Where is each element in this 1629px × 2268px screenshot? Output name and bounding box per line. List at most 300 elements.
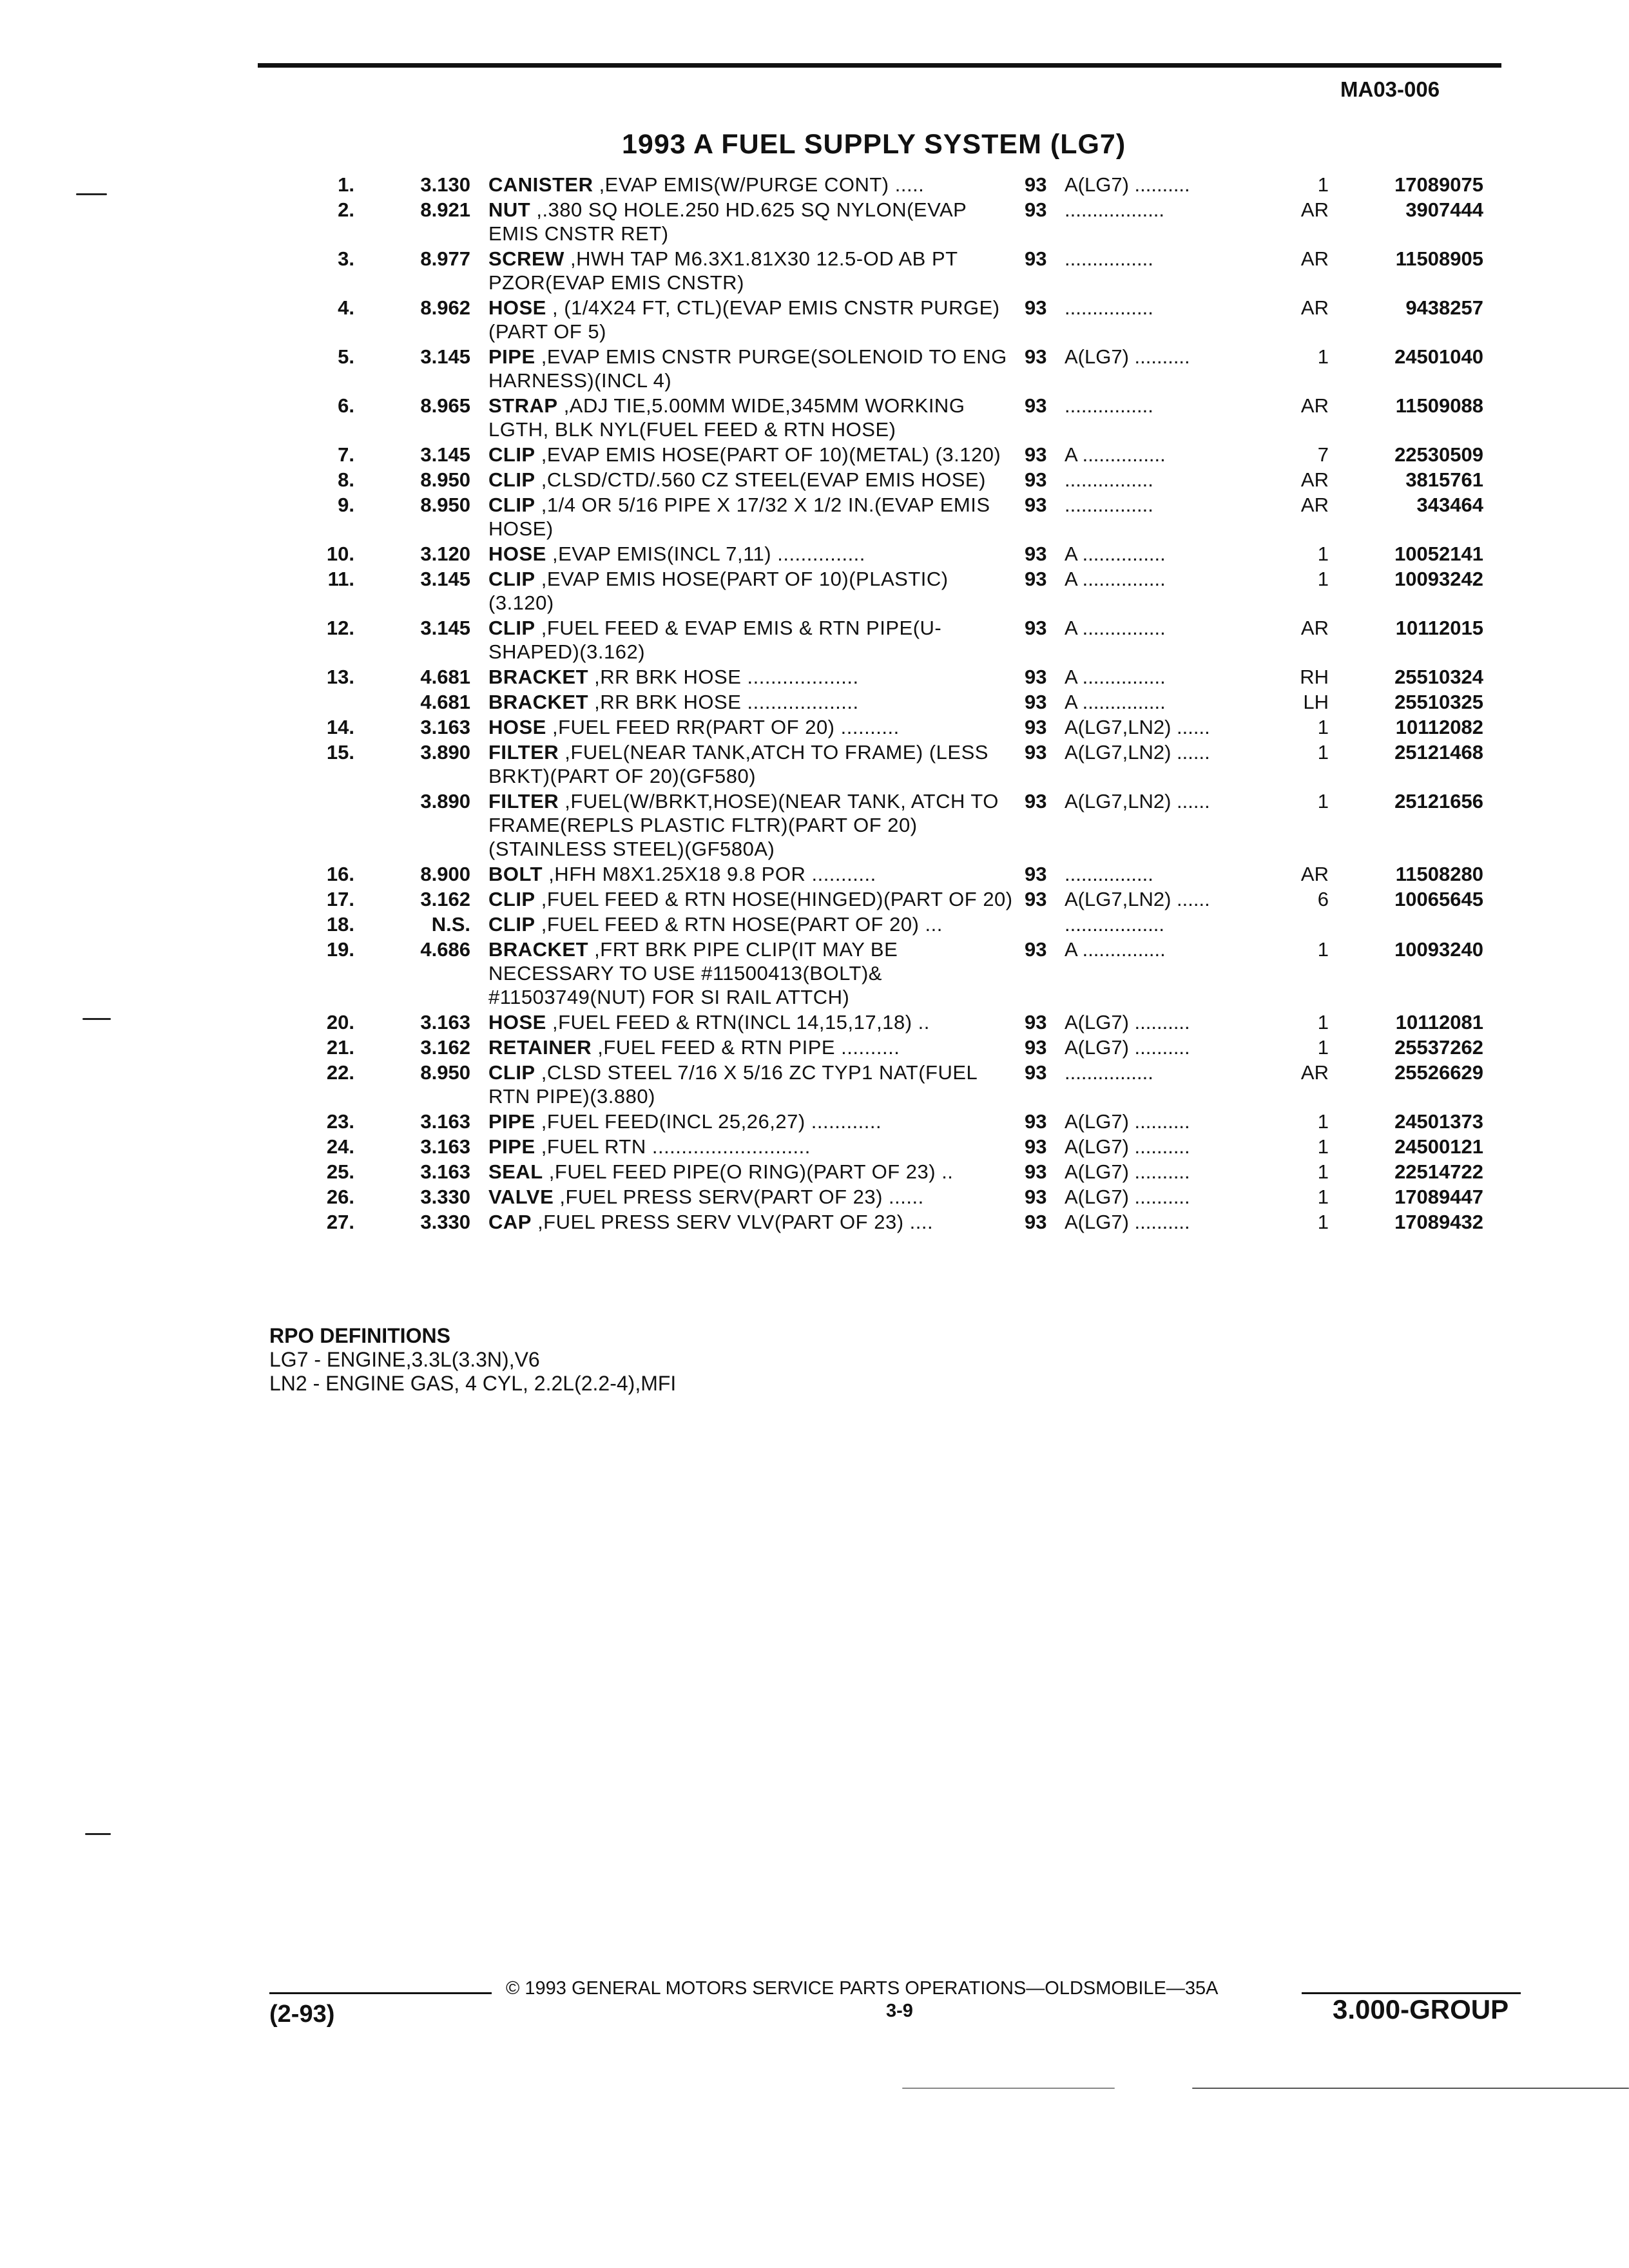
part-year: 93 bbox=[1025, 691, 1047, 713]
part-description bbox=[488, 345, 1017, 392]
scan-mark bbox=[82, 1018, 111, 1020]
part-usage: A ............... bbox=[1065, 691, 1166, 713]
part-number: 11508905 bbox=[1395, 247, 1483, 270]
part-group: 4.681 bbox=[420, 691, 470, 713]
part-number: 25510325 bbox=[1394, 691, 1483, 713]
part-ref-number: 13. bbox=[326, 666, 354, 688]
part-usage: ................ bbox=[1065, 394, 1153, 417]
part-description bbox=[488, 542, 1017, 566]
part-usage: ................ bbox=[1065, 494, 1153, 516]
part-description bbox=[488, 887, 1017, 911]
part-detail: ,FUEL PRESS SERV VLV(PART OF 23) .... bbox=[531, 1211, 934, 1233]
part-description bbox=[488, 173, 1017, 197]
part-quantity: 1 bbox=[1317, 938, 1329, 961]
part-description bbox=[488, 937, 1017, 1009]
part-ref-number: 23. bbox=[326, 1110, 354, 1133]
part-year: 93 bbox=[1025, 1211, 1047, 1233]
part-detail: ,EVAP EMIS HOSE(PART OF 10)(PLASTIC) (3.120) bbox=[488, 568, 949, 614]
part-row bbox=[284, 1160, 1508, 1184]
part-number: 11508280 bbox=[1395, 863, 1483, 885]
part-quantity: AR bbox=[1300, 617, 1329, 639]
part-ref-number: 10. bbox=[326, 543, 354, 565]
part-group: 3.145 bbox=[420, 568, 470, 590]
part-group: 8.962 bbox=[420, 296, 470, 319]
part-group: 3.890 bbox=[420, 790, 470, 812]
part-usage: ................ bbox=[1065, 1061, 1153, 1084]
part-row bbox=[284, 715, 1508, 739]
part-ref-number: 6. bbox=[338, 394, 354, 417]
part-number: 24500121 bbox=[1394, 1135, 1483, 1158]
rpo-heading: RPO DEFINITIONS bbox=[269, 1324, 450, 1347]
part-description bbox=[488, 468, 1017, 492]
part-detail: ,EVAP EMIS(W/PURGE CONT) ..... bbox=[593, 173, 925, 196]
part-name: FILTER bbox=[488, 741, 559, 764]
part-description bbox=[488, 1210, 1017, 1234]
part-usage: ................ bbox=[1065, 863, 1153, 885]
part-number: 10093242 bbox=[1394, 568, 1483, 590]
part-ref-number: 27. bbox=[326, 1211, 354, 1233]
part-number: 17089447 bbox=[1394, 1186, 1483, 1208]
part-detail: ,EVAP EMIS HOSE(PART OF 10)(METAL) (3.120) bbox=[535, 443, 1001, 466]
part-ref-number: 5. bbox=[338, 345, 354, 368]
part-detail: ,1/4 OR 5/16 PIPE X 17/32 X 1/2 IN.(EVAP EMIS HOSE) bbox=[488, 494, 990, 540]
part-name: BRACKET bbox=[488, 938, 589, 961]
part-detail: ,CLSD/CTD/.560 CZ STEEL(EVAP EMIS HOSE) bbox=[535, 468, 986, 491]
part-quantity: 6 bbox=[1317, 888, 1329, 910]
part-number: 24501040 bbox=[1394, 345, 1483, 368]
part-year: 93 bbox=[1025, 666, 1047, 688]
part-name: CLIP bbox=[488, 468, 535, 491]
part-description bbox=[488, 1061, 1017, 1108]
part-group: 8.977 bbox=[420, 247, 470, 270]
part-quantity: 1 bbox=[1317, 1110, 1329, 1133]
part-name: RETAINER bbox=[488, 1036, 592, 1059]
part-name: SCREW bbox=[488, 247, 564, 270]
scan-mark bbox=[76, 193, 107, 195]
part-quantity: 1 bbox=[1317, 173, 1329, 196]
part-detail: ,HFH M8X1.25X18 9.8 POR ........... bbox=[543, 863, 876, 885]
part-name: BOLT bbox=[488, 863, 543, 885]
part-year: 93 bbox=[1025, 790, 1047, 812]
part-name: CLIP bbox=[488, 913, 535, 936]
part-detail: ,FUEL FEED & RTN HOSE(PART OF 20) ... bbox=[535, 913, 943, 936]
rpo-line-ln2: LN2 - ENGINE GAS, 4 CYL, 2.2L(2.2-4),MFI bbox=[269, 1372, 677, 1395]
part-usage: A(LG7) .......... bbox=[1065, 1135, 1190, 1158]
part-description bbox=[488, 1135, 1017, 1158]
part-quantity: 7 bbox=[1317, 443, 1329, 466]
part-name: CLIP bbox=[488, 888, 535, 910]
part-ref-number: 2. bbox=[338, 198, 354, 221]
part-number: 25121468 bbox=[1394, 741, 1483, 764]
part-row bbox=[284, 567, 1508, 615]
part-quantity: 1 bbox=[1317, 543, 1329, 565]
part-detail: ,RR BRK HOSE ................... bbox=[588, 691, 859, 713]
part-description bbox=[488, 665, 1017, 689]
part-group: 3.163 bbox=[420, 1110, 470, 1133]
part-number: 25510324 bbox=[1394, 666, 1483, 688]
part-name: PIPE bbox=[488, 1110, 535, 1133]
part-quantity: RH bbox=[1300, 666, 1329, 688]
part-usage: A(LG7) .......... bbox=[1065, 1110, 1190, 1133]
part-detail: ,FUEL FEED PIPE(O RING)(PART OF 23) .. bbox=[543, 1160, 954, 1183]
part-description bbox=[488, 567, 1017, 615]
part-detail: , (1/4X24 FT, CTL)(EVAP EMIS CNSTR PURGE)(PART OF 5) bbox=[488, 296, 1000, 343]
scan-mark bbox=[902, 2088, 1115, 2089]
part-row bbox=[284, 198, 1508, 245]
part-ref-number: 8. bbox=[338, 468, 354, 491]
part-row bbox=[284, 394, 1508, 441]
part-year: 93 bbox=[1025, 247, 1047, 270]
part-usage: A ............... bbox=[1065, 617, 1166, 639]
part-year: 93 bbox=[1025, 345, 1047, 368]
part-group: 3.162 bbox=[420, 888, 470, 910]
part-quantity: 1 bbox=[1317, 1135, 1329, 1158]
part-name: SEAL bbox=[488, 1160, 543, 1183]
part-row bbox=[284, 665, 1508, 689]
part-quantity: AR bbox=[1300, 863, 1329, 885]
part-usage: A(LG7) .......... bbox=[1065, 1211, 1190, 1233]
part-row bbox=[284, 740, 1508, 788]
part-usage: A(LG7,LN2) ...... bbox=[1065, 716, 1210, 738]
part-number: 10112082 bbox=[1395, 716, 1483, 738]
part-ref-number: 26. bbox=[326, 1186, 354, 1208]
part-row bbox=[284, 468, 1508, 492]
part-name: BRACKET bbox=[488, 666, 589, 688]
part-quantity: 1 bbox=[1317, 345, 1329, 368]
part-ref-number: 17. bbox=[326, 888, 354, 910]
part-name: CLIP bbox=[488, 1061, 535, 1084]
part-ref-number: 21. bbox=[326, 1036, 354, 1059]
part-group: 4.681 bbox=[420, 666, 470, 688]
part-number: 343464 bbox=[1416, 494, 1483, 516]
part-quantity: 1 bbox=[1317, 716, 1329, 738]
rpo-definitions bbox=[269, 1324, 676, 1396]
part-quantity: AR bbox=[1300, 247, 1329, 270]
part-usage: A ............... bbox=[1065, 443, 1166, 466]
page-number: 3-9 bbox=[886, 2001, 913, 2021]
part-number: 10112015 bbox=[1395, 617, 1483, 639]
copyright-notice: © 1993 GENERAL MOTORS SERVICE PARTS OPERATIONS—OLDSMOBILE—35A bbox=[506, 1978, 1219, 1999]
part-row bbox=[284, 443, 1508, 466]
part-detail: ,RR BRK HOSE ................... bbox=[588, 666, 859, 688]
part-name: CLIP bbox=[488, 568, 535, 590]
part-group: 8.950 bbox=[420, 468, 470, 491]
part-quantity: 1 bbox=[1317, 1186, 1329, 1208]
scan-mark bbox=[85, 1833, 111, 1835]
part-detail: ,EVAP EMIS CNSTR PURGE(SOLENOID TO ENG HARNESS)(INCL 4) bbox=[488, 345, 1007, 392]
part-year: 93 bbox=[1025, 543, 1047, 565]
part-usage: A(LG7) .......... bbox=[1065, 1160, 1190, 1183]
part-detail: ,FUEL RTN ........................... bbox=[535, 1135, 811, 1158]
part-group: 8.921 bbox=[420, 198, 470, 221]
footer-rule-left bbox=[269, 1992, 492, 1994]
part-description bbox=[488, 247, 1017, 294]
part-usage: ................ bbox=[1065, 247, 1153, 270]
part-detail: ,FUEL FEED & RTN HOSE(HINGED)(PART OF 20) bbox=[535, 888, 1013, 910]
top-rule bbox=[258, 63, 1501, 68]
part-row bbox=[284, 887, 1508, 911]
part-name: PIPE bbox=[488, 1135, 535, 1158]
part-group: 8.950 bbox=[420, 1061, 470, 1084]
part-ref-number: 25. bbox=[326, 1160, 354, 1183]
part-number: 10052141 bbox=[1394, 543, 1483, 565]
part-description bbox=[488, 394, 1017, 441]
part-group: 3.130 bbox=[420, 173, 470, 196]
part-year: 93 bbox=[1025, 863, 1047, 885]
part-detail: ,CLSD STEEL 7/16 X 5/16 ZC TYP1 NAT(FUEL RTN PIPE)(3.880) bbox=[488, 1061, 978, 1108]
part-group: 3.145 bbox=[420, 617, 470, 639]
part-group: 3.330 bbox=[420, 1211, 470, 1233]
part-ref-number: 1. bbox=[338, 173, 354, 196]
part-row bbox=[284, 247, 1508, 294]
part-row bbox=[284, 1135, 1508, 1158]
part-group: 8.900 bbox=[420, 863, 470, 885]
part-name: STRAP bbox=[488, 394, 558, 417]
part-row bbox=[284, 616, 1508, 664]
part-usage: .................. bbox=[1065, 198, 1165, 221]
part-year: 93 bbox=[1025, 1036, 1047, 1059]
part-row bbox=[284, 862, 1508, 886]
part-name: NUT bbox=[488, 198, 531, 221]
part-usage: A(LG7) .......... bbox=[1065, 1036, 1190, 1059]
part-name: HOSE bbox=[488, 543, 546, 565]
part-name: HOSE bbox=[488, 716, 546, 738]
part-detail: ,HWH TAP M6.3X1.81X30 12.5-OD AB PT PZOR(EVAP EMIS CNSTR) bbox=[488, 247, 958, 294]
part-name: HOSE bbox=[488, 1011, 546, 1033]
part-usage: A(LG7) .......... bbox=[1065, 173, 1190, 196]
part-row bbox=[284, 345, 1508, 392]
part-name: CLIP bbox=[488, 494, 535, 516]
part-description bbox=[488, 198, 1017, 245]
part-number: 10065645 bbox=[1394, 888, 1483, 910]
part-detail: ,FUEL FEED(INCL 25,26,27) ............ bbox=[535, 1110, 882, 1133]
group-code: 3.000-GROUP bbox=[1333, 1994, 1509, 2024]
part-description bbox=[488, 296, 1017, 343]
part-description bbox=[488, 1035, 1017, 1059]
part-description bbox=[488, 493, 1017, 541]
part-ref-number: 9. bbox=[338, 494, 354, 516]
part-ref-number: 11. bbox=[327, 568, 354, 590]
part-year: 93 bbox=[1025, 443, 1047, 466]
part-name: FILTER bbox=[488, 790, 559, 812]
part-row bbox=[284, 1185, 1508, 1209]
part-detail: ,.380 SQ HOLE.250 HD.625 SQ NYLON(EVAP EMIS CNSTR RET) bbox=[488, 198, 967, 245]
part-ref-number: 24. bbox=[326, 1135, 354, 1158]
part-description bbox=[488, 690, 1017, 714]
part-year: 93 bbox=[1025, 1110, 1047, 1133]
part-quantity: AR bbox=[1300, 296, 1329, 319]
part-year: 93 bbox=[1025, 394, 1047, 417]
part-usage: ................ bbox=[1065, 468, 1153, 491]
part-usage: A(LG7) .......... bbox=[1065, 1011, 1190, 1033]
part-row bbox=[284, 296, 1508, 343]
part-detail: ,FUEL FEED RR(PART OF 20) .......... bbox=[546, 716, 900, 738]
page-code: MA03-006 bbox=[1340, 77, 1440, 101]
part-detail: ,ADJ TIE,5.00MM WIDE,345MM WORKING LGTH, BLK NYL(FUEL FEED & RTN HOSE) bbox=[488, 394, 965, 441]
part-row bbox=[284, 1035, 1508, 1059]
part-year: 93 bbox=[1025, 1011, 1047, 1033]
part-group: 3.890 bbox=[420, 741, 470, 764]
part-detail: ,FUEL(W/BRKT,HOSE)(NEAR TANK, ATCH TO FRAME(REPLS PLASTIC FLTR)(PART OF 20)(STAINLESS STEEL)(GF580A) bbox=[488, 790, 999, 860]
part-quantity: 1 bbox=[1317, 741, 1329, 764]
part-number: 22530509 bbox=[1394, 443, 1483, 466]
part-description bbox=[488, 443, 1017, 466]
part-quantity: 1 bbox=[1317, 1160, 1329, 1183]
part-group: 3.163 bbox=[420, 1011, 470, 1033]
part-usage: A ............... bbox=[1065, 938, 1166, 961]
part-description bbox=[488, 1110, 1017, 1133]
part-number: 25537262 bbox=[1394, 1036, 1483, 1059]
part-name: CAP bbox=[488, 1211, 532, 1233]
part-row bbox=[284, 493, 1508, 541]
part-usage: A ............... bbox=[1065, 666, 1166, 688]
part-ref-number: 18. bbox=[326, 913, 354, 936]
scan-mark bbox=[1192, 2088, 1629, 2089]
part-name: CANISTER bbox=[488, 173, 593, 196]
part-ref-number: 12. bbox=[326, 617, 354, 639]
part-usage: A(LG7,LN2) ...... bbox=[1065, 741, 1210, 764]
part-quantity: AR bbox=[1300, 468, 1329, 491]
part-ref-number: 22. bbox=[326, 1061, 354, 1084]
part-detail: ,FUEL FEED & EVAP EMIS & RTN PIPE(U-SHAPED)(3.162) bbox=[488, 617, 942, 663]
part-group: 3.163 bbox=[420, 716, 470, 738]
part-year: 93 bbox=[1025, 938, 1047, 961]
part-row bbox=[284, 1061, 1508, 1108]
part-ref-number: 19. bbox=[326, 938, 354, 961]
part-group: 3.145 bbox=[420, 345, 470, 368]
part-number: 9438257 bbox=[1405, 296, 1483, 319]
parts-list bbox=[284, 173, 1508, 1234]
part-name: CLIP bbox=[488, 617, 535, 639]
part-year: 93 bbox=[1025, 1135, 1047, 1158]
part-number: 17089075 bbox=[1394, 173, 1483, 196]
part-quantity: 1 bbox=[1317, 568, 1329, 590]
part-ref-number: 15. bbox=[326, 741, 354, 764]
part-name: CLIP bbox=[488, 443, 535, 466]
part-row bbox=[284, 1210, 1508, 1234]
part-year: 93 bbox=[1025, 1186, 1047, 1208]
part-description bbox=[488, 1010, 1017, 1034]
part-number: 22514722 bbox=[1394, 1160, 1483, 1183]
part-number: 11509088 bbox=[1395, 394, 1483, 417]
part-row bbox=[284, 789, 1508, 861]
part-description bbox=[488, 1185, 1017, 1209]
part-year: 93 bbox=[1025, 1160, 1047, 1183]
part-ref-number: 16. bbox=[326, 863, 354, 885]
part-year: 93 bbox=[1025, 1061, 1047, 1084]
part-quantity: AR bbox=[1300, 198, 1329, 221]
part-description bbox=[488, 616, 1017, 664]
part-year: 93 bbox=[1025, 173, 1047, 196]
part-usage: ................ bbox=[1065, 296, 1153, 319]
part-year: 93 bbox=[1025, 468, 1047, 491]
part-number: 25121656 bbox=[1394, 790, 1483, 812]
part-year: 93 bbox=[1025, 617, 1047, 639]
part-group: N.S. bbox=[431, 913, 470, 936]
part-number: 10112081 bbox=[1395, 1011, 1483, 1033]
part-number: 3815761 bbox=[1405, 468, 1483, 491]
part-year: 93 bbox=[1025, 741, 1047, 764]
part-ref-number: 4. bbox=[338, 296, 354, 319]
part-year: 93 bbox=[1025, 198, 1047, 221]
part-detail: ,FUEL FEED & RTN PIPE .......... bbox=[592, 1036, 900, 1059]
part-group: 3.163 bbox=[420, 1135, 470, 1158]
part-row bbox=[284, 912, 1508, 936]
part-detail: ,FUEL(NEAR TANK,ATCH TO FRAME) (LESS BRKT)(PART OF 20)(GF580) bbox=[488, 741, 988, 787]
part-detail: ,FUEL PRESS SERV(PART OF 23) ...... bbox=[554, 1186, 924, 1208]
part-number: 24501373 bbox=[1394, 1110, 1483, 1133]
part-usage: A ............... bbox=[1065, 568, 1166, 590]
part-group: 3.145 bbox=[420, 443, 470, 466]
part-group: 3.163 bbox=[420, 1160, 470, 1183]
part-quantity: 1 bbox=[1317, 1211, 1329, 1233]
part-row bbox=[284, 542, 1508, 566]
part-ref-number: 7. bbox=[338, 443, 354, 466]
part-row bbox=[284, 937, 1508, 1009]
part-ref-number: 3. bbox=[338, 247, 354, 270]
part-row bbox=[284, 690, 1508, 714]
part-year: 93 bbox=[1025, 888, 1047, 910]
part-group: 8.950 bbox=[420, 494, 470, 516]
page-title: 1993 A FUEL SUPPLY SYSTEM (LG7) bbox=[622, 129, 1126, 160]
part-quantity: 1 bbox=[1317, 1011, 1329, 1033]
part-quantity: LH bbox=[1303, 691, 1329, 713]
part-usage: .................. bbox=[1065, 913, 1165, 936]
part-ref-number: 20. bbox=[326, 1011, 354, 1033]
part-group: 8.965 bbox=[420, 394, 470, 417]
part-number: 10093240 bbox=[1394, 938, 1483, 961]
part-usage: A ............... bbox=[1065, 543, 1166, 565]
part-description bbox=[488, 1160, 1017, 1184]
part-name: HOSE bbox=[488, 296, 546, 319]
part-description bbox=[488, 862, 1017, 886]
part-row bbox=[284, 173, 1508, 197]
part-description bbox=[488, 789, 1017, 861]
part-group: 3.330 bbox=[420, 1186, 470, 1208]
part-number: 17089432 bbox=[1394, 1211, 1483, 1233]
part-group: 3.120 bbox=[420, 543, 470, 565]
part-year: 93 bbox=[1025, 296, 1047, 319]
part-name: BRACKET bbox=[488, 691, 589, 713]
part-year: 93 bbox=[1025, 716, 1047, 738]
part-row bbox=[284, 1110, 1508, 1133]
part-ref-number: 14. bbox=[326, 716, 354, 738]
part-description bbox=[488, 912, 1017, 936]
part-description bbox=[488, 740, 1017, 788]
part-usage: A(LG7,LN2) ...... bbox=[1065, 888, 1210, 910]
part-usage: A(LG7) .......... bbox=[1065, 345, 1190, 368]
part-row bbox=[284, 1010, 1508, 1034]
part-quantity: 1 bbox=[1317, 1036, 1329, 1059]
part-usage: A(LG7) .......... bbox=[1065, 1186, 1190, 1208]
part-quantity: AR bbox=[1300, 1061, 1329, 1084]
part-quantity: AR bbox=[1300, 394, 1329, 417]
part-name: VALVE bbox=[488, 1186, 554, 1208]
part-detail: ,FUEL FEED & RTN(INCL 14,15,17,18) .. bbox=[546, 1011, 930, 1033]
part-detail: ,FRT BRK PIPE CLIP(IT MAY BE NECESSARY TO USE #11500413(BOLT)& #11503749(NUT) FOR SI RAIL ATTCH) bbox=[488, 938, 898, 1008]
part-number: 25526629 bbox=[1394, 1061, 1483, 1084]
part-number: 3907444 bbox=[1405, 198, 1483, 221]
part-year: 93 bbox=[1025, 568, 1047, 590]
part-year: 93 bbox=[1025, 494, 1047, 516]
part-usage: A(LG7,LN2) ...... bbox=[1065, 790, 1210, 812]
revision-date: (2-93) bbox=[269, 2001, 335, 2028]
part-detail: ,EVAP EMIS(INCL 7,11) ............... bbox=[546, 543, 865, 565]
part-quantity: 1 bbox=[1317, 790, 1329, 812]
rpo-line-lg7: LG7 - ENGINE,3.3L(3.3N),V6 bbox=[269, 1348, 540, 1371]
part-name: PIPE bbox=[488, 345, 535, 368]
part-group: 4.686 bbox=[420, 938, 470, 961]
